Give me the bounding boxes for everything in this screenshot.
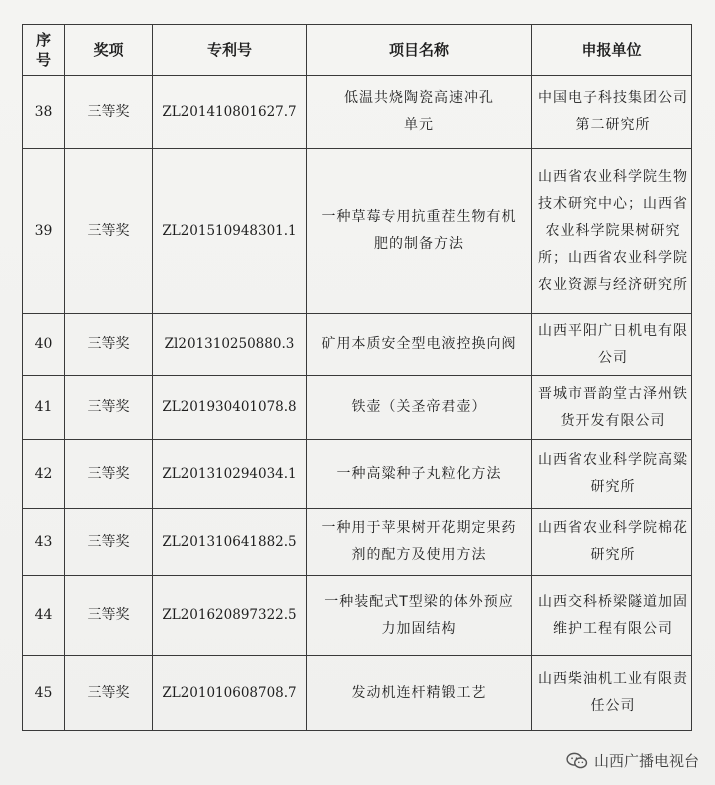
award-cell: 三等奖: [65, 440, 153, 509]
unit-cell: 晋城市晋韵堂古泽州铁货开发有限公司: [532, 376, 692, 440]
award-table: [22, 24, 692, 731]
patent-cell: ZL201620897322.5: [153, 576, 307, 656]
watermark-text: 山西广播电视台: [593, 752, 699, 770]
award-cell: 三等奖: [65, 576, 153, 656]
patent-cell: ZL201010608708.7: [153, 656, 307, 731]
award-cell: 三等奖: [65, 76, 153, 149]
unit-cell: 山西省农业科学院棉花研究所: [532, 509, 692, 576]
patent-cell: ZL201310641882.5: [153, 509, 307, 576]
name-cell: 一种草莓专用抗重茬生物有机肥的制备方法: [307, 149, 532, 314]
header-patent: 专利号: [153, 25, 307, 76]
table-row: [23, 509, 692, 576]
award-cell: 三等奖: [65, 314, 153, 376]
unit-cell: 山西交科桥梁隧道加固维护工程有限公司: [532, 576, 692, 656]
seq-cell: 38: [23, 76, 65, 149]
award-cell: 三等奖: [65, 149, 153, 314]
seq-cell: 45: [23, 656, 65, 731]
name-cell: 一种用于苹果树开花期定果药剂的配方及使用方法: [307, 509, 532, 576]
unit-cell: 山西柴油机工业有限责任公司: [532, 656, 692, 731]
unit-cell: 山西平阳广日机电有限公司: [532, 314, 692, 376]
header-seq: 序号: [23, 25, 65, 76]
patent-cell: ZL201510948301.1: [153, 149, 307, 314]
seq-cell: 40: [23, 314, 65, 376]
name-cell: 低温共烧陶瓷高速冲孔单元: [307, 76, 532, 149]
patent-cell: ZL201930401078.8: [153, 376, 307, 440]
table-row: [23, 440, 692, 509]
patent-cell: ZL201410801627.7: [153, 76, 307, 149]
seq-cell: 41: [23, 376, 65, 440]
table-row: [23, 149, 692, 314]
seq-cell: 42: [23, 440, 65, 509]
patent-cell: Zl201310250880.3: [153, 314, 307, 376]
table-row: [23, 376, 692, 440]
name-cell: 一种高粱种子丸粒化方法: [307, 440, 532, 509]
seq-cell: 44: [23, 576, 65, 656]
table-row: [23, 576, 692, 656]
patent-cell: ZL201310294034.1: [153, 440, 307, 509]
header-name: 项目名称: [307, 25, 532, 76]
seq-cell: 43: [23, 509, 65, 576]
table-row: [23, 314, 692, 376]
unit-cell: 山西省农业科学院高粱研究所: [532, 440, 692, 509]
name-cell: 发动机连杆精锻工艺: [307, 656, 532, 731]
name-cell: 矿用本质安全型电液控换向阀: [307, 314, 532, 376]
seq-cell: 39: [23, 149, 65, 314]
header-award: 奖项: [65, 25, 153, 76]
header-row: [23, 25, 692, 76]
header-unit: 申报单位: [532, 25, 692, 76]
name-cell: 一种装配式T型梁的体外预应力加固结构: [307, 576, 532, 656]
unit-cell: 山西省农业科学院生物技术研究中心；山西省农业科学院果树研究所；山西省农业科学院农业资源与经济研究所: [532, 149, 692, 314]
award-cell: 三等奖: [65, 656, 153, 731]
watermark: [566, 750, 699, 771]
unit-cell: 中国电子科技集团公司第二研究所: [532, 76, 692, 149]
award-cell: 三等奖: [65, 376, 153, 440]
award-cell: 三等奖: [65, 509, 153, 576]
wechat-icon: [566, 752, 588, 770]
table-row: [23, 76, 692, 149]
table-row: [23, 656, 692, 731]
name-cell: 铁壶（关圣帝君壶）: [307, 376, 532, 440]
